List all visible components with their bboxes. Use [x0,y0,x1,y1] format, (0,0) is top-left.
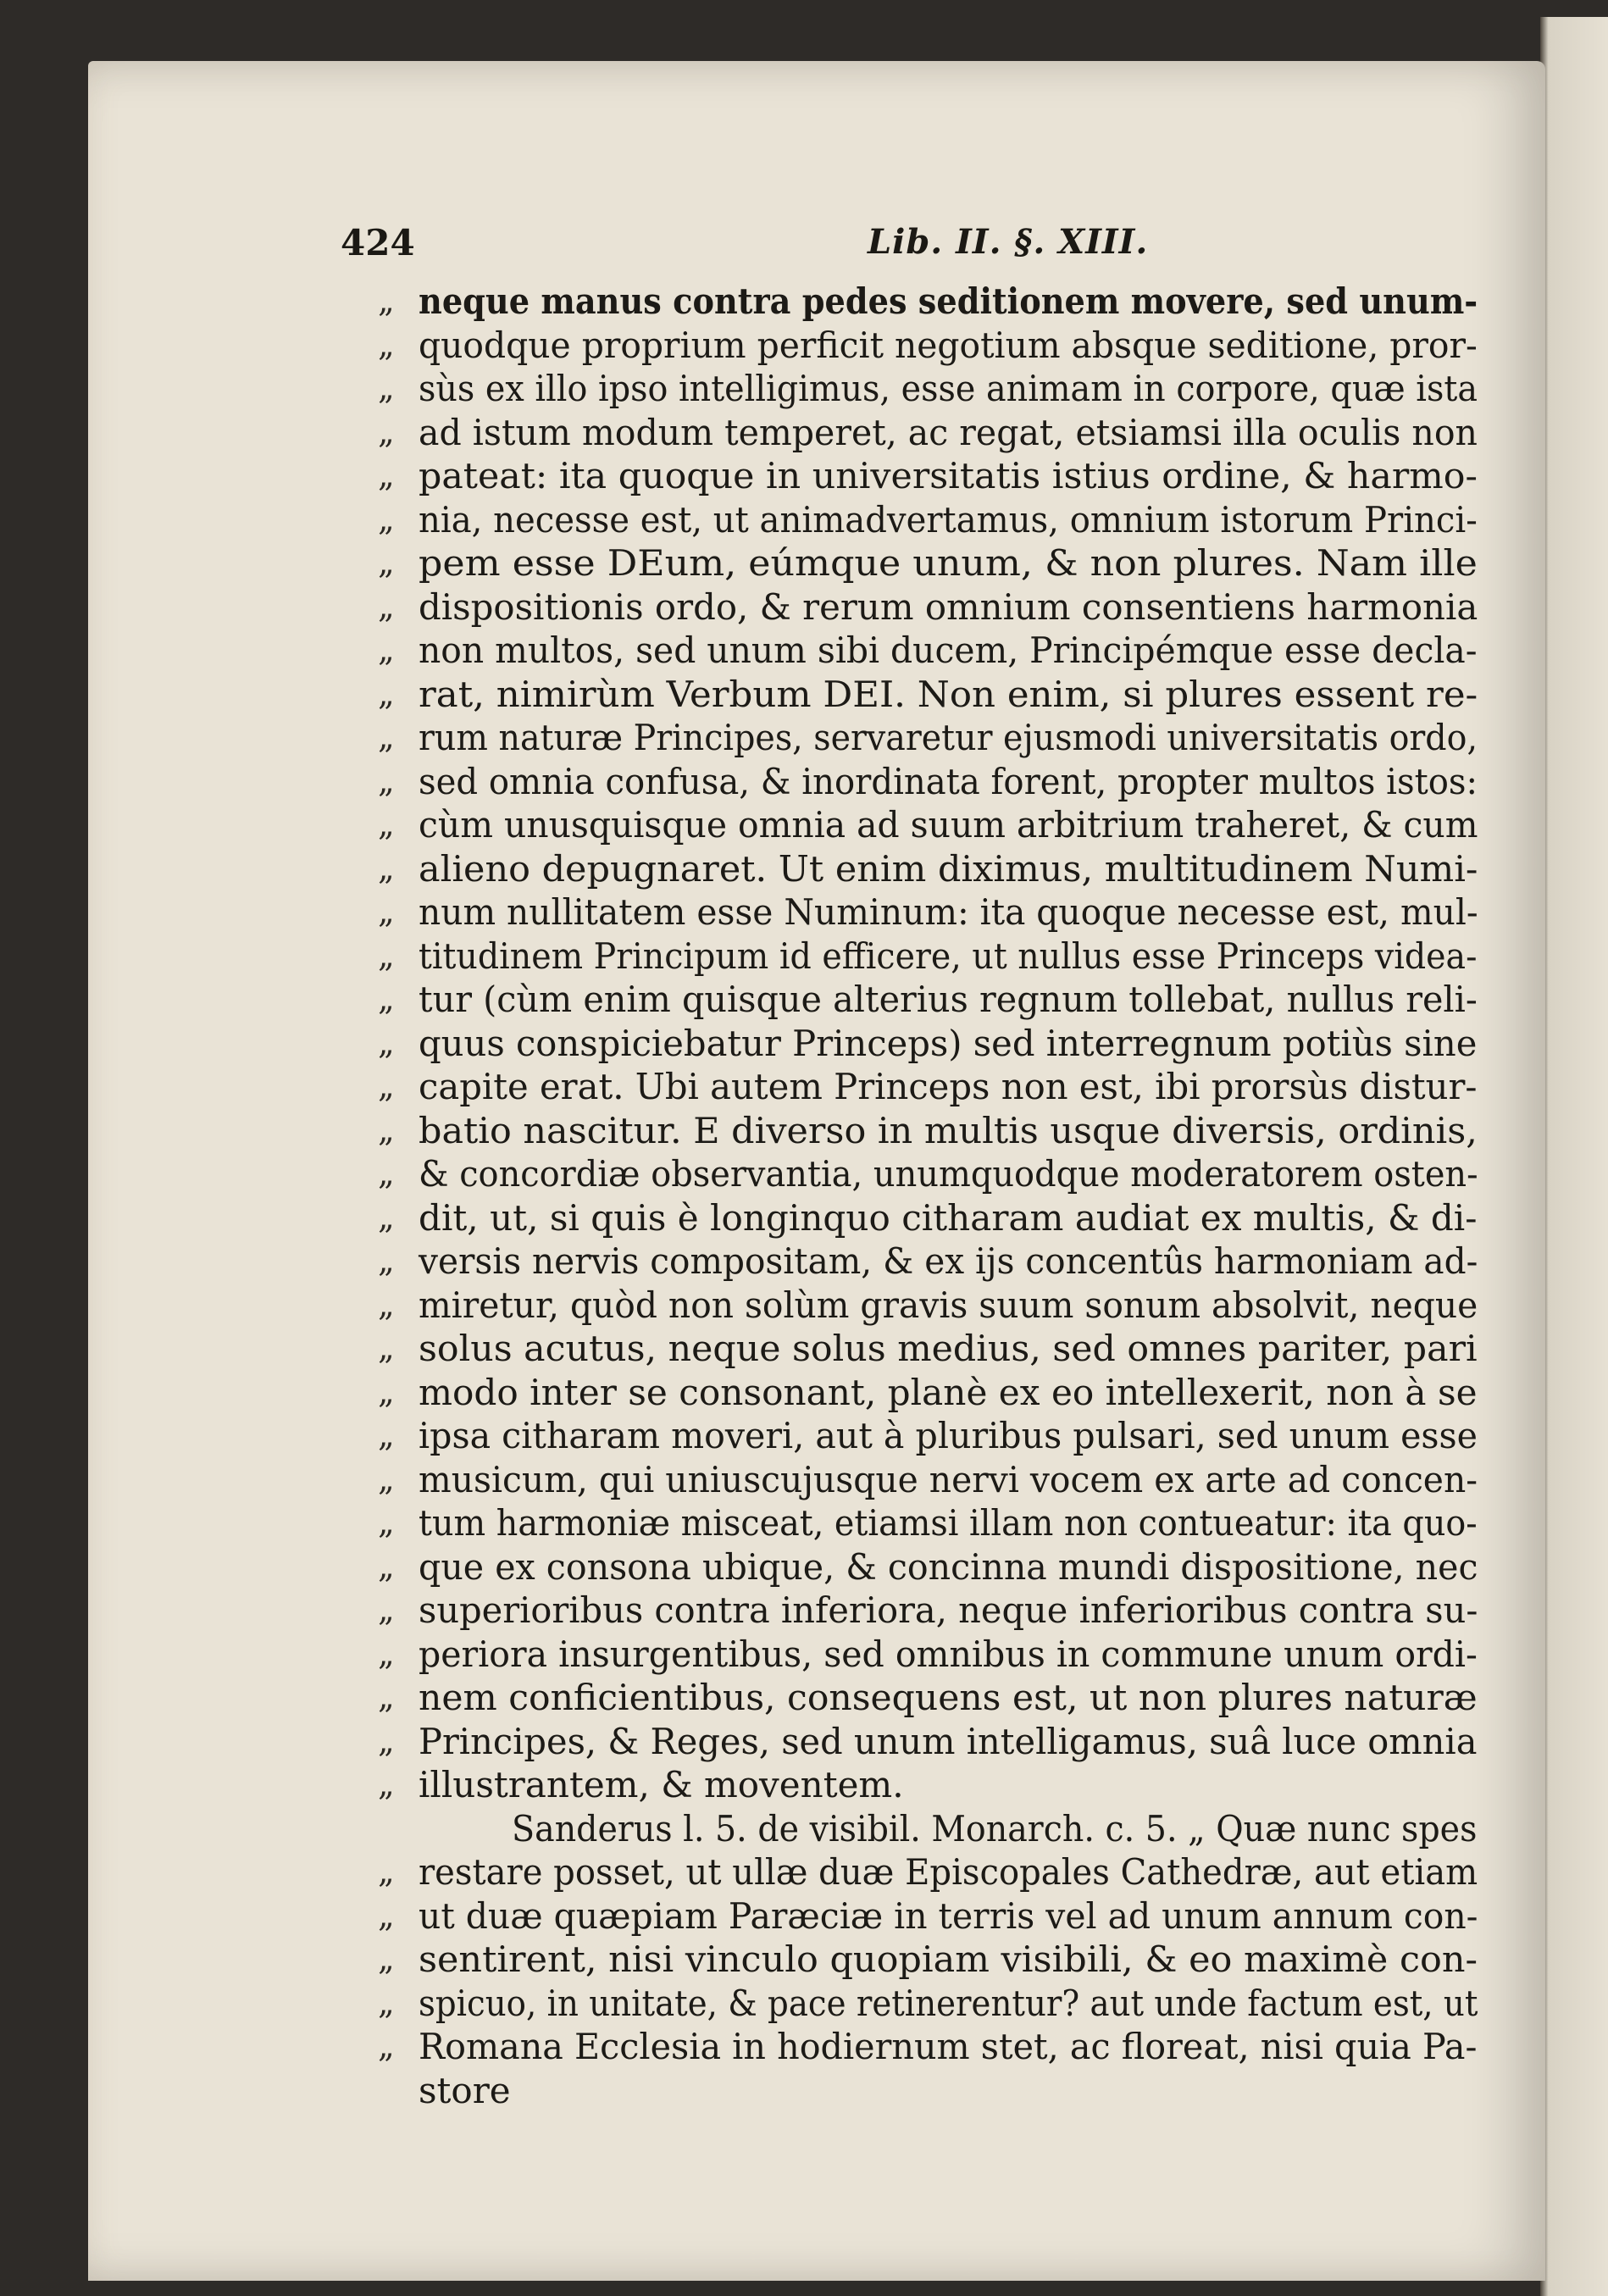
quotation-mark: „ [378,980,395,1018]
quotation-mark: „ [378,1242,395,1279]
text-line [378,1109,1545,1153]
line-text: quus conspiciebatur Princeps) sed interregnum potiùs sine [419,1022,1478,1064]
line-text: ut duæ quæpiam Paræciæ in terris vel ad unum annum con- [419,1894,1478,1937]
body-text [378,280,1545,2112]
line-text: Romana Ecclesia in hodiernum stet, ac floreat, nisi quia Pa- [419,2026,1478,2067]
line-text: ipsa citharam moveri, aut à pluribus pulsari, sed unum esse [419,1415,1478,1456]
line-text: alieno depugnaret. Ut enim diximus, multitudinem Numi- [419,847,1478,890]
line-text: superioribus contra inferiora, neque inferioribus contra su- [419,1589,1478,1631]
text-line [378,498,1545,542]
line-text: num nullitatem esse Numinum: ita quoque necesse est, mul- [419,891,1478,933]
line-text: ad istum modum temperet, ac regat, etsiamsi illa oculis non [419,411,1478,453]
line-text: miretur, quòd non solùm gravis suum sonum absolvit, neque [419,1284,1478,1326]
quotation-mark: „ [378,1940,395,1977]
text-line [378,1371,1545,1415]
quotation-mark: „ [378,500,395,538]
line-text: solus acutus, neque solus medius, sed omnes pariter, pari [419,1328,1478,1369]
quotation-mark: „ [378,1634,395,1672]
quotation-mark: „ [378,893,395,930]
text-line [378,1763,1545,1807]
quotation-mark: „ [378,1068,395,1105]
text-line [378,1458,1545,1502]
quotation-mark: „ [378,544,395,581]
text-line [378,1589,1545,1633]
quotation-mark: „ [378,1111,395,1149]
text-line [378,1240,1545,1284]
quotation-mark: „ [378,631,395,668]
line-text: sùs ex illo ipso intelligimus, esse animam in corpore, quæ ista [419,368,1478,409]
line-text: batio nascitur. E diverso in multis usque diversis, ordinis, [419,1109,1478,1151]
text-line [378,2025,1545,2069]
text-line [419,1807,1545,1851]
quotation-mark: „ [378,1155,395,1192]
line-text: sed omnia confusa, & inordinata forent, propter multos istos: [419,760,1478,802]
quotation-mark: „ [378,806,395,843]
text-line [378,1633,1545,1677]
line-text: spicuo, in unitate, & pace retinerentur? aut unde factum est, ut [419,1982,1478,2024]
text-line [378,673,1545,717]
running-head: Lib. II. §. XIII. [868,222,1149,262]
quotation-mark: „ [378,1983,395,2021]
line-text: store [419,2069,511,2111]
text-line [378,1545,1545,1589]
quotation-mark: „ [378,1853,395,1890]
text-line [378,367,1545,411]
quotation-mark: „ [378,1198,395,1236]
line-text: titudinem Principum id efficere, ut nullus esse Princeps videa- [419,934,1478,977]
line-text: neque manus contra pedes seditionem movere, sed unum- [419,280,1478,322]
text-line [378,1065,1545,1109]
text-line [378,1938,1545,1982]
line-text: modo inter se consonant, planè ex eo intellexerit, non à se [419,1371,1478,1413]
quotation-mark: „ [378,325,395,363]
text-line [378,1152,1545,1196]
quotation-mark: „ [378,457,395,494]
line-text: nia, necesse est, ut animadvertamus, omnium istorum Princi- [419,498,1478,541]
page-header [88,222,1545,273]
text-line [378,1196,1545,1240]
text-line [378,760,1545,804]
quotation-mark: „ [378,1023,395,1062]
line-text: que ex consona ubique, & concinna mundi dispositione, nec [419,1545,1478,1588]
text-line [378,1414,1545,1458]
text-line [378,1676,1545,1720]
text-line [378,1720,1545,1764]
text-line [378,978,1545,1022]
quotation-mark: „ [378,1373,395,1411]
line-text: musicum, qui uniuscujusque nervi vocem ex arte ad concen- [419,1458,1478,1500]
text-line [378,454,1545,498]
text-line [378,585,1545,629]
line-text: nem conficientibus, consequens est, ut non plures naturæ [419,1677,1478,1718]
line-text: non multos, sed unum sibi ducem, Principémque esse decla- [419,629,1478,671]
quotation-mark: „ [378,369,395,407]
text-line [378,890,1545,934]
quotation-mark: „ [378,1460,395,1498]
quotation-mark: „ [378,849,395,887]
quotation-mark: „ [378,1766,395,1803]
text-line [378,1501,1545,1545]
line-text: illustrantem, & moventem. [419,1764,904,1805]
quotation-mark: „ [378,936,395,974]
text-line [378,411,1545,455]
line-text: versis nervis compositam, & ex ijs concentûs harmoniam ad- [419,1240,1478,1282]
line-text: Sanderus l. 5. de visibil. Monarch. c. 5. „ Quæ nunc spes [512,1807,1478,1850]
quotation-mark: „ [378,1547,395,1585]
line-text: pateat: ita quoque in universitatis istius ordine, & harmo- [419,455,1478,496]
text-line [378,847,1545,891]
quotation-mark: „ [378,1329,395,1367]
quotation-mark: „ [378,587,395,625]
line-text: rum naturæ Principes, servaretur ejusmodi universitatis ordo, [419,717,1478,758]
quotation-mark: „ [378,2027,395,2065]
quotation-mark: „ [378,1591,395,1628]
text-line [378,324,1545,368]
text-line [378,1327,1545,1371]
book-page [88,61,1545,2281]
text-line [378,803,1545,847]
line-text: tum harmoniæ misceat, etiamsi illam non contueatur: ita quo- [419,1502,1478,1544]
line-text: dit, ut, si quis è longinquo citharam audiat ex multis, & di- [419,1196,1478,1239]
line-text: dispositionis ordo, & rerum omnium consentiens harmonia [419,585,1478,628]
quotation-mark: „ [378,1285,395,1323]
line-text: capite erat. Ubi autem Princeps non est, ibi prorsùs distur- [419,1066,1478,1107]
text-line [378,629,1545,673]
quotation-mark: „ [378,282,395,319]
line-text: cùm unusquisque omnia ad suum arbitrium traheret, & cum [419,804,1478,846]
quotation-mark: „ [378,1896,395,1934]
text-line [378,541,1545,585]
adjacent-page-marks [1593,212,1608,2076]
quotation-mark: „ [378,413,395,451]
text-line [378,716,1545,760]
text-line [378,1284,1545,1328]
quotation-mark: „ [378,674,395,713]
line-text: sentirent, nisi vinculo quopiam visibili, & eo maximè con- [419,1938,1478,1980]
text-line [378,934,1545,979]
line-text: pem esse DEum, eúmque unum, & non plures. Nam ille [419,542,1478,584]
text-line [419,2069,1545,2113]
quotation-mark: „ [378,1417,395,1454]
quotation-mark: „ [378,762,395,800]
line-text: tur (cùm enim quisque alterius regnum tollebat, nullus reli- [419,979,1478,1020]
text-line [378,1982,1545,2026]
quotation-mark: „ [378,1504,395,1541]
text-line [378,1894,1545,1938]
line-text: Principes, & Reges, sed unum intelligamus, suâ luce omnia [419,1720,1478,1762]
page-number: 424 [341,222,415,263]
quotation-mark: „ [378,1678,395,1716]
quotation-mark: „ [378,718,395,756]
line-text: restare posset, ut ullæ duæ Episcopales Cathedræ, aut etiam [419,1851,1478,1893]
text-line [378,1022,1545,1066]
text-line [378,280,1545,324]
line-text: & concordiæ observantia, unumquodque moderatorem osten- [419,1153,1478,1195]
line-text: rat, nimirùm Verbum DEI. Non enim, si plures essent re- [419,673,1478,715]
text-line [378,1850,1545,1894]
line-text: quodque proprium perficit negotium absque seditione, pror- [419,324,1478,366]
quotation-mark: „ [378,1722,395,1760]
line-text: periora insurgentibus, sed omnibus in commune unum ordi- [419,1633,1478,1675]
